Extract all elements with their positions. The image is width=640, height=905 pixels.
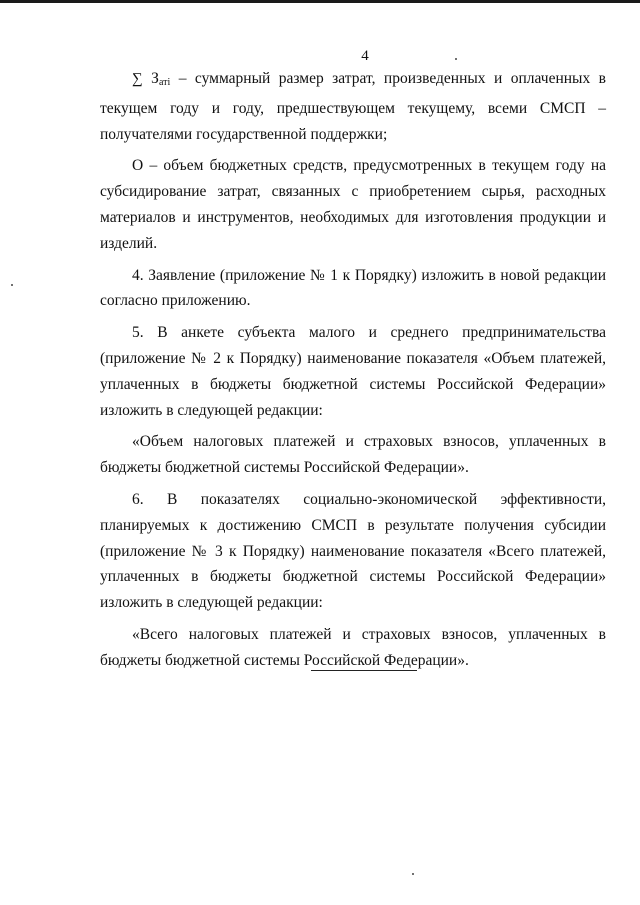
- paragraph-item-4: 4. Заявление (приложение № 1 к Порядку) изложить в новой редакции согласно приложению.: [100, 266, 606, 310]
- end-separator-line: [311, 670, 417, 671]
- sum-symbol: ∑: [132, 71, 143, 87]
- paragraph-sum-definition: [100, 66, 606, 147]
- variable-subscript: аті: [158, 77, 171, 88]
- scan-speck: [412, 873, 414, 875]
- scan-speck: [11, 284, 13, 286]
- page-number: 4: [361, 48, 369, 64]
- paragraph-item-6-quote: «Всего налоговых платежей и страховых взносов, уплаченных в бюджеты бюджетной системы Российской Федерации».: [100, 625, 606, 669]
- paragraph-item-5: 5. В анкете субъекта малого и среднего предпринимательства (приложение № 2 к Порядку) наименование показателя «Объем платежей, уплаченных в бюджеты бюджетной системы Российской Федерации» изложить в следующей редакции:: [100, 324, 606, 419]
- paragraph-item-5-quote: «Объем налоговых платежей и страховых взносов, уплаченных в бюджеты бюджетной системы Российской Федерации».: [100, 433, 606, 477]
- paragraph-o-definition: О – объем бюджетных средств, предусмотренных в текущем году на субсидирование затрат, связанных с приобретением сырья, расходных материалов и инструментов, необходимых для изготовления продукции и изделий.: [100, 157, 606, 252]
- paragraph-text: – суммарный размер затрат, произведенных и оплаченных в текущем году и году, предшествующем текущему, всеми СМСП – получателями государственной поддержки;: [100, 70, 606, 143]
- document-body: [100, 66, 606, 680]
- top-border-line: [0, 0, 640, 3]
- variable-main: З: [151, 70, 159, 87]
- scan-speck: [455, 58, 457, 60]
- paragraph-item-6: 6. В показателях социально-экономической эффективности, планируемых к достижению СМСП в результате получения субсидии (приложение № 3 к Порядку) наименование показателя «Всего платежей, уплаченных в бюджеты бюджетной системы Российской Федерации» изложить в следующей редакции:: [100, 490, 606, 612]
